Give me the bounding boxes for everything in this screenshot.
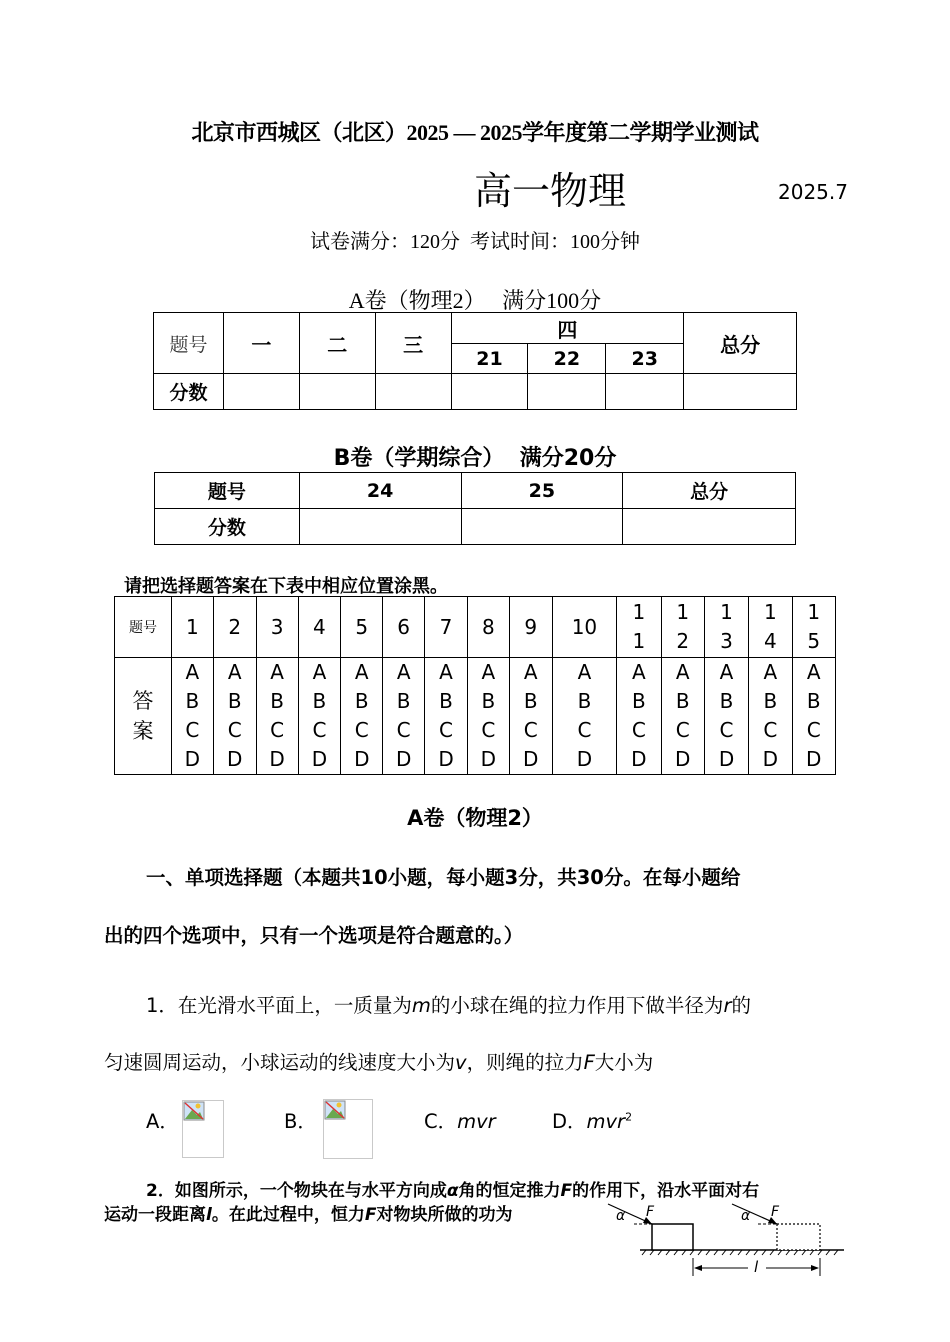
option-c[interactable]: C — [270, 718, 285, 742]
score-cell[interactable] — [606, 374, 684, 410]
q1-option-d-sup: 2 — [625, 1110, 633, 1124]
option-d[interactable]: D — [576, 747, 593, 771]
option-c[interactable]: C — [396, 718, 411, 742]
option-c[interactable]: C — [631, 718, 646, 742]
q1-option-a-label: A． — [146, 1110, 179, 1133]
var-l: l — [206, 1205, 212, 1225]
image-placeholder-icon — [183, 1101, 205, 1121]
question-number: 8 — [467, 597, 509, 658]
question-number: 11 — [617, 597, 661, 658]
question-number: 14 — [749, 597, 792, 658]
table-b-col-24: 24 — [299, 473, 461, 509]
option-b[interactable]: B — [632, 689, 646, 713]
option-b[interactable]: B — [312, 689, 327, 713]
table-a-sub-23: 23 — [606, 344, 684, 374]
broken-image-icon — [182, 1100, 224, 1158]
table-a-title: A卷（物理2） 满分100分 — [348, 288, 602, 313]
option-c[interactable]: C — [354, 718, 369, 742]
answer-options[interactable] — [256, 658, 298, 775]
option-a[interactable]: A — [185, 660, 200, 684]
broken-image-icon — [323, 1099, 373, 1159]
table-b-col-25: 25 — [461, 473, 623, 509]
table-a-sub-22: 22 — [528, 344, 606, 374]
option-d[interactable]: D — [311, 747, 328, 771]
var-f: F — [364, 1205, 377, 1225]
answer-instruction: 请把选择题答案在下表中相应位置涂黑。 — [124, 576, 448, 597]
var-alpha: α — [446, 1181, 459, 1201]
distance-arrow-right — [811, 1265, 819, 1271]
option-d[interactable]: D — [269, 747, 285, 771]
table-a-col-3: 三 — [375, 313, 451, 374]
score-cell[interactable] — [451, 374, 528, 410]
score-cell[interactable] — [528, 374, 606, 410]
fig-l: l — [754, 1258, 759, 1276]
score-cell[interactable] — [299, 374, 375, 410]
option-d[interactable]: D — [395, 747, 412, 771]
option-a[interactable]: A — [719, 660, 734, 684]
question-number: 4 — [298, 597, 341, 658]
exam-info: 试卷满分：120分 考试时间：100分钟 — [310, 231, 640, 253]
var-f: F — [583, 1051, 595, 1074]
option-d[interactable]: D — [631, 747, 647, 771]
option-a[interactable]: A — [577, 660, 592, 684]
var-m: m — [411, 994, 431, 1017]
score-table-b — [154, 472, 796, 545]
answer-options[interactable] — [425, 658, 468, 775]
table-a-total: 总分 — [684, 313, 797, 374]
question-number: 1 — [171, 597, 213, 658]
option-b[interactable]: B — [763, 689, 778, 713]
answer-sheet-table — [114, 596, 836, 775]
answer-options[interactable] — [792, 658, 835, 775]
score-cell[interactable] — [684, 374, 797, 410]
school-title: 北京市西城区（北区）2025 — 2025学年度第二学期学业测试 — [191, 120, 759, 145]
answer-options[interactable] — [171, 658, 213, 775]
part1-instruction-line1: 一、单项选择题（本题共10小题，每小题3分，共30分。在每小题给 — [146, 866, 741, 889]
q1-option-d — [552, 1106, 632, 1134]
var-v: v — [455, 1051, 467, 1074]
q1-text: 1．在光滑水平面上，一质量为 — [146, 994, 412, 1017]
option-c[interactable]: C — [806, 718, 821, 742]
var-r: r — [723, 994, 732, 1017]
option-b[interactable]: B — [185, 689, 200, 713]
option-d[interactable]: D — [674, 747, 691, 771]
option-b[interactable]: B — [354, 689, 369, 713]
table-a-sub-21: 21 — [451, 344, 528, 374]
score-cell[interactable] — [223, 374, 299, 410]
option-b[interactable]: B — [439, 689, 453, 713]
answer-label: 答案 — [115, 658, 172, 775]
table-a-score-label: 分数 — [154, 374, 224, 410]
option-b[interactable]: B — [481, 689, 496, 713]
option-c[interactable]: C — [719, 718, 734, 742]
table-a-col-1: 一 — [223, 313, 299, 374]
q2-figure — [598, 1196, 848, 1280]
q2-text: 。在此过程中，恒力 — [211, 1205, 365, 1225]
q1-text: 的小球在绳的拉力作用下做半径为 — [430, 994, 724, 1017]
block-start — [652, 1224, 693, 1250]
option-a[interactable]: A — [439, 660, 453, 684]
option-d[interactable]: D — [438, 747, 454, 771]
question-number: 6 — [383, 597, 425, 658]
option-d[interactable]: D — [354, 747, 370, 771]
option-a[interactable]: A — [396, 660, 411, 684]
score-cell[interactable] — [299, 509, 461, 545]
option-a[interactable]: A — [523, 660, 538, 684]
question-number: 2 — [213, 597, 256, 658]
option-a[interactable]: A — [270, 660, 284, 684]
answer-options[interactable] — [704, 658, 748, 775]
question-number: 13 — [704, 597, 748, 658]
option-c[interactable]: C — [763, 718, 778, 742]
q1-text: 大小为 — [594, 1051, 654, 1074]
option-b[interactable]: B — [227, 689, 242, 713]
answer-options[interactable] — [213, 658, 256, 775]
table-b-total: 总分 — [623, 473, 796, 509]
section-title: A卷（物理2） — [407, 806, 543, 830]
q1-option-c — [424, 1106, 496, 1134]
score-table-a — [153, 312, 797, 410]
q1-option-d-label: D． — [552, 1110, 587, 1133]
question-number: 5 — [341, 597, 383, 658]
answer-options[interactable] — [749, 658, 792, 775]
option-d[interactable]: D — [184, 747, 201, 771]
fig-f-2: F — [771, 1204, 780, 1220]
option-a[interactable]: A — [354, 660, 369, 684]
answer-options[interactable] — [467, 658, 509, 775]
q1-line1 — [146, 990, 751, 1018]
score-cell[interactable] — [623, 509, 796, 545]
answer-options[interactable] — [661, 658, 704, 775]
question-number: 10 — [552, 597, 617, 658]
question-number: 9 — [509, 597, 552, 658]
answer-options[interactable] — [383, 658, 425, 775]
option-d[interactable]: D — [480, 747, 497, 771]
table-b-num-label: 题号 — [155, 473, 300, 509]
option-a[interactable]: A — [763, 660, 778, 684]
option-a[interactable]: A — [312, 660, 327, 684]
question-number: 3 — [256, 597, 298, 658]
option-c[interactable]: C — [227, 718, 242, 742]
option-a[interactable]: A — [806, 660, 821, 684]
answer-options[interactable] — [509, 658, 552, 775]
option-d[interactable]: D — [806, 747, 822, 771]
var-f: F — [560, 1181, 573, 1201]
score-cell[interactable] — [375, 374, 451, 410]
q2-text: 对物块所做的功为 — [376, 1205, 513, 1225]
fig-f-1: F — [646, 1204, 655, 1220]
block-end — [777, 1224, 820, 1250]
option-c[interactable]: C — [185, 718, 200, 742]
q1-option-c-label: C． — [424, 1110, 458, 1133]
answer-options[interactable] — [298, 658, 341, 775]
option-d[interactable]: D — [523, 747, 539, 771]
option-c[interactable]: C — [439, 718, 453, 742]
question-number: 12 — [661, 597, 704, 658]
q1-line2 — [104, 1047, 653, 1075]
option-d[interactable]: D — [718, 747, 735, 771]
answer-options[interactable] — [341, 658, 383, 775]
q2-line2 — [104, 1200, 512, 1225]
q1-text: 匀速圆周运动，小球运动的线速度大小为 — [104, 1051, 456, 1074]
q2-text: 的作用下，沿水平面对右 — [572, 1181, 760, 1201]
question-number: 15 — [792, 597, 835, 658]
option-a[interactable]: A — [481, 660, 496, 684]
table-a-col-2: 二 — [299, 313, 375, 374]
q1-option-c-expr: mvr — [457, 1110, 496, 1133]
score-cell[interactable] — [461, 509, 623, 545]
table-a-col-4: 四 — [451, 313, 684, 344]
q1-text: ，则绳的拉力 — [466, 1051, 584, 1074]
option-d[interactable]: D — [227, 747, 243, 771]
option-b[interactable]: B — [719, 689, 734, 713]
distance-arrow-left — [694, 1265, 702, 1271]
option-b[interactable]: B — [270, 689, 284, 713]
option-c[interactable]: C — [312, 718, 327, 742]
fig-alpha-1: α — [616, 1208, 626, 1224]
table-b-title: B卷（学期综合） 满分20分 — [333, 446, 617, 471]
question-number: 7 — [425, 597, 468, 658]
option-a[interactable]: A — [675, 660, 690, 684]
option-a[interactable]: A — [227, 660, 242, 684]
table-b-score-label: 分数 — [155, 509, 300, 545]
answer-num-label: 题号 — [115, 597, 172, 658]
answer-options[interactable] — [552, 658, 617, 775]
option-b[interactable]: B — [523, 689, 538, 713]
q2-text: 运动一段距离 — [104, 1205, 206, 1225]
option-c[interactable]: C — [675, 718, 690, 742]
answer-options[interactable] — [617, 658, 661, 775]
option-c[interactable]: C — [481, 718, 496, 742]
option-b[interactable]: B — [806, 689, 821, 713]
option-b[interactable]: B — [396, 689, 411, 713]
option-c[interactable]: C — [577, 718, 592, 742]
subject-title: 高一物理 — [474, 169, 627, 213]
option-c[interactable]: C — [523, 718, 538, 742]
table-a-num-label: 题号 — [154, 313, 224, 374]
option-b[interactable]: B — [675, 689, 690, 713]
q1-text: 的 — [731, 994, 751, 1017]
q2-text: 角的恒定推力 — [458, 1181, 561, 1201]
image-placeholder-icon — [324, 1100, 346, 1120]
option-a[interactable]: A — [632, 660, 646, 684]
q2-text: 2．如图所示，一个物块在与水平方向成 — [146, 1181, 447, 1201]
exam-date: 2025.7 — [778, 180, 848, 204]
part1-instruction-line2: 出的四个选项中，只有一个选项是符合题意的。） — [104, 924, 524, 947]
q1-option-b-label: B． — [284, 1110, 317, 1133]
q1-option-d-expr: mvr — [586, 1110, 626, 1133]
option-d[interactable]: D — [762, 747, 779, 771]
option-b[interactable]: B — [577, 689, 592, 713]
fig-alpha-2: α — [741, 1208, 751, 1224]
